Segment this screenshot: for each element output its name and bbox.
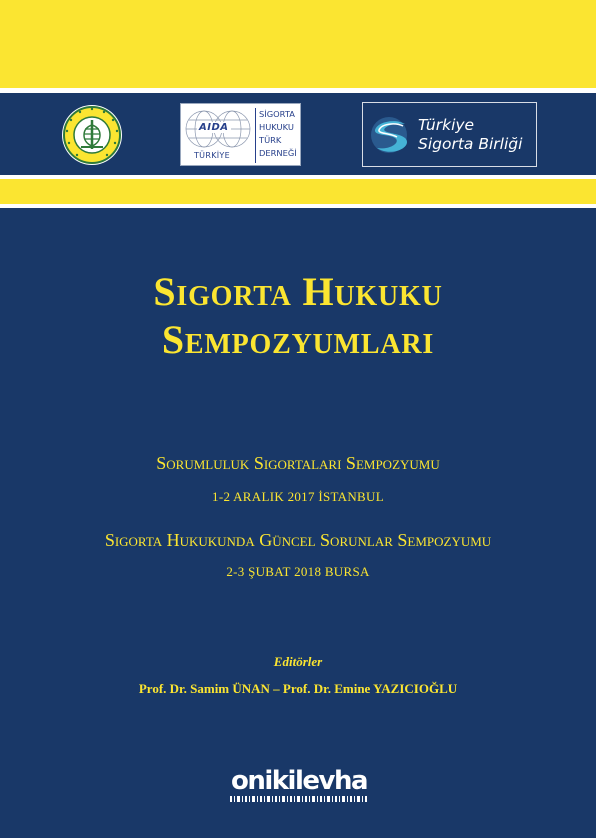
aida-country-label: TÜRKİYE [194,151,230,160]
aida-turkiye-logo [180,103,301,166]
tsb-wordmark [418,116,522,154]
tsb-swoosh-icon [367,114,415,156]
publisher-barcode-decoration [230,796,368,802]
symposium-date-1: 1-2 ARALIK 2017 İSTANBUL [212,489,384,504]
book-title [0,268,596,364]
editors-label: Editörler [273,654,323,669]
aida-association-name [259,108,297,160]
book-title-line-2: Sempozyumları [161,317,435,362]
tsb-line-2: Sigorta Birliği [418,135,523,153]
symposium-name-1: Sorumluluk Sigortaları Sempozyumu [156,453,440,473]
book-title-line-1: Sigorta Hukuku [153,269,443,314]
aida-divider [255,108,256,163]
symposium-date-2: 2-3 ŞUBAT 2018 BURSA [226,564,370,579]
tsb-line-1: Türkiye [418,116,475,134]
top-yellow-band [0,0,596,88]
aida-line: HUKUKU [259,122,294,132]
aida-line: TÜRK [259,135,282,145]
istanbul-university-seal-icon [57,103,127,167]
symposium-name-2: Sigorta Hukukunda Güncel Sorunlar Sempozyumu [104,530,492,550]
aida-wordmark: AIDA [199,122,229,133]
editors-names: Prof. Dr. Samim ÜNAN – Prof. Dr. Emine YAZICIOĞLU [138,681,458,696]
middle-white-stripe [0,204,596,208]
publisher-logo: onikilevha [230,766,368,796]
aida-line: DERNEĞİ [259,148,297,158]
turkiye-sigorta-birligi-logo [362,102,537,167]
aida-line: SİGORTA [259,109,295,119]
middle-yellow-band [0,179,596,204]
